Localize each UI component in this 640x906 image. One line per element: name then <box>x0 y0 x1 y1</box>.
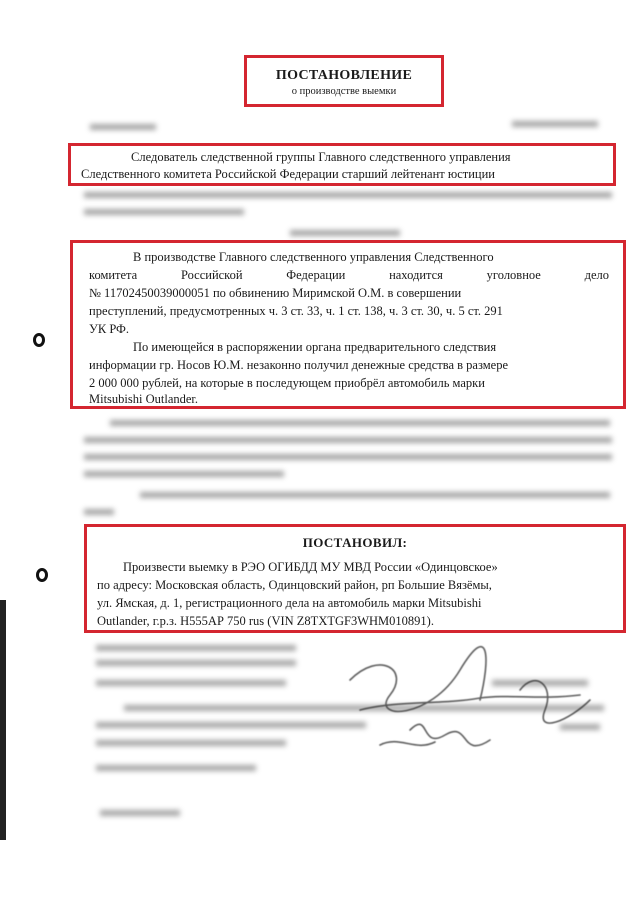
resolution-line: Произвести выемку в РЭО ОГИБДД МУ МВД России «Одинцовское» <box>123 560 498 574</box>
facts-line: преступлений, предусмотренных ч. 3 ст. 33, ч. 1 ст. 138, ч. 3 ст. 30, ч. 5 ст. 291 <box>89 304 503 318</box>
blurred-text-line <box>96 765 256 771</box>
blurred-text-line <box>84 454 612 460</box>
resolution-highlight-box <box>84 524 626 633</box>
facts-line: В производстве Главного следственного управления Следственного <box>133 250 494 264</box>
intro-line: Следователь следственной группы Главного следственного управления <box>131 150 511 164</box>
blurred-text-line <box>84 471 284 477</box>
blurred-text-line <box>84 437 612 443</box>
blurred-text-line <box>96 740 286 746</box>
blurred-text-line <box>110 420 610 426</box>
blurred-text-line <box>140 492 610 498</box>
facts-line: 2 000 000 рублей, на которые в последующем приобрёл автомобиль марки <box>89 376 485 390</box>
blurred-text-line <box>100 810 180 816</box>
facts-line: комитета Российской Федерации находится уголовное дело <box>89 268 609 282</box>
resolution-line: ул. Ямская, д. 1, регистрационного дела на автомобиль марки Mitsubishi <box>97 596 482 610</box>
facts-highlight-box <box>70 240 626 409</box>
facts-line: Mitsubishi Outlander. <box>89 392 199 406</box>
blurred-text-line <box>96 660 296 666</box>
signature-scribble <box>320 640 620 770</box>
page-edge-shadow <box>0 600 6 840</box>
resolution-line: по адресу: Московская область, Одинцовский район, рп Большие Вязёмы, <box>97 578 492 592</box>
title-highlight-box <box>244 55 444 107</box>
blurred-text-line <box>84 209 244 215</box>
blurred-text-line <box>96 645 296 651</box>
punch-hole <box>33 333 45 347</box>
facts-line: УК РФ. <box>89 322 130 336</box>
blurred-place <box>90 124 156 130</box>
facts-line: По имеющейся в распоряжении органа предварительного следствия <box>133 340 497 354</box>
document-title: ПОСТАНОВЛЕНИЕ <box>275 68 413 83</box>
investigator-highlight-box <box>68 143 616 186</box>
resolution-line: Outlander, г.р.з. Н555АР 750 rus (VIN Z8TXTGF3WHM010891). <box>97 614 434 628</box>
document-subtitle: о производстве выемки <box>291 86 397 97</box>
blurred-text-line <box>84 509 114 515</box>
blurred-text-line <box>96 680 286 686</box>
facts-line: № 11702450039000051 по обвинению Миримской О.М. в совершении <box>89 286 462 300</box>
facts-line: информации гр. Носов Ю.М. незаконно получил денежные средства в размере <box>89 358 509 372</box>
resolution-heading: ПОСТАНОВИЛ: <box>302 535 408 550</box>
intro-line: Следственного комитета Российской Федерации старший лейтенант юстиции <box>81 167 495 181</box>
blurred-date <box>512 121 598 127</box>
punch-hole <box>36 568 48 582</box>
blurred-heading <box>290 230 400 236</box>
blurred-text-line <box>84 192 612 198</box>
